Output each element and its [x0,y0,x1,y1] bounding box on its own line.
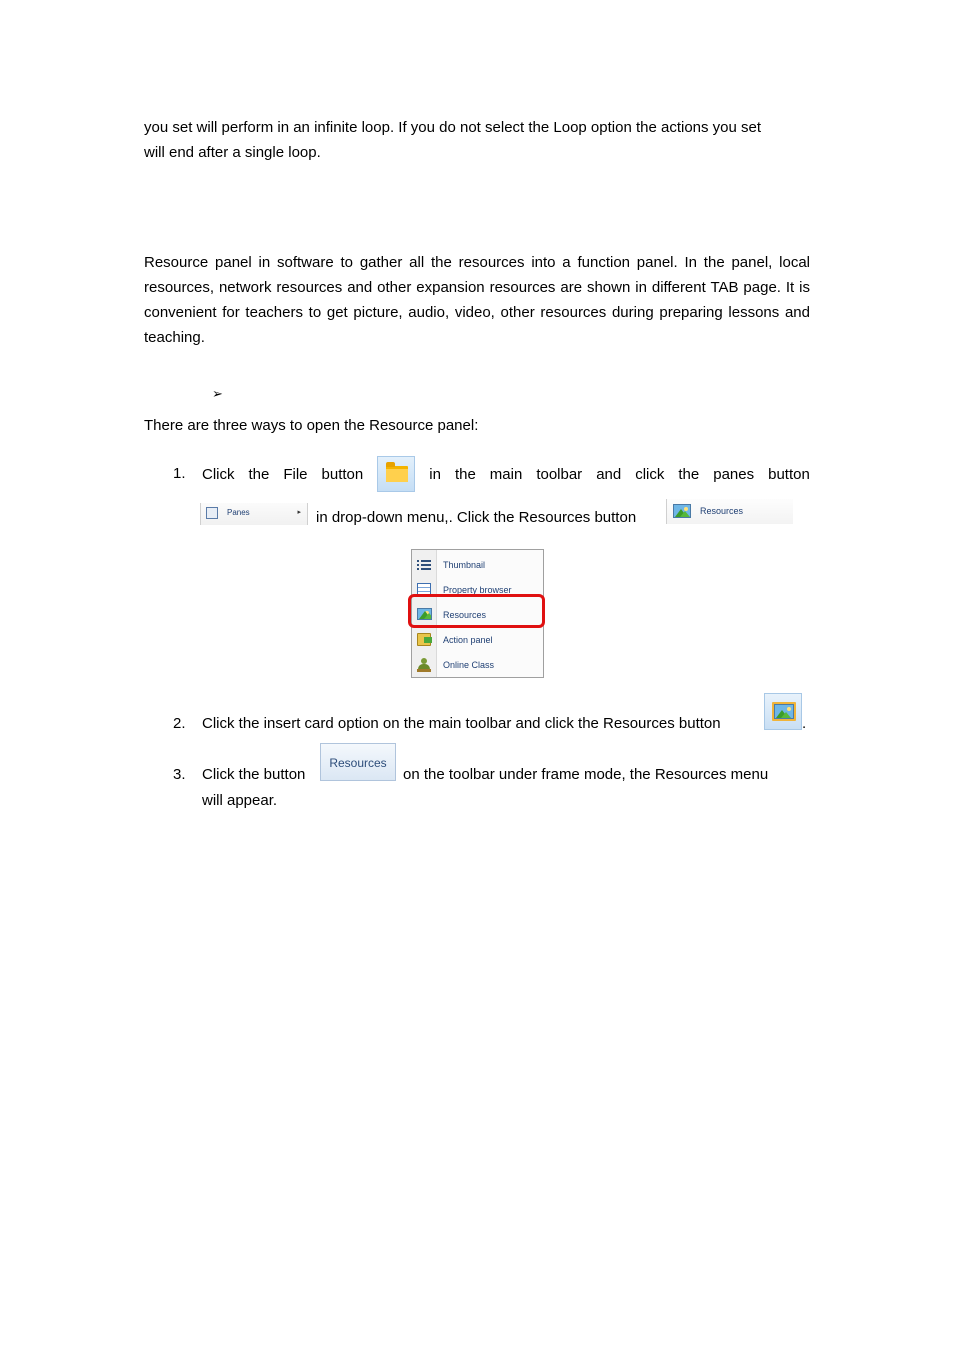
step-1-line-1 [202,461,810,487]
step-1-word: toolbar [536,465,583,483]
panes-icon [206,507,218,519]
submenu-arrow-icon: ▸ [297,509,301,516]
picture-icon [774,704,794,719]
step-1-word: File [283,465,308,483]
step-2-number: 2. [173,715,186,732]
folder-icon [386,466,408,482]
panes-label: Panes [227,508,250,517]
step-3-number: 3. [173,766,186,783]
step-2-text: Click the insert card option on the main toolbar and click the Resources button [202,715,721,732]
menu-item-online-class [412,652,543,677]
insert-resources-button-image [764,693,802,730]
step-1-word: the [678,465,700,483]
step-1-word: the [248,465,270,483]
teacher-icon [417,658,431,671]
step-1-word: Click [202,465,235,483]
step-1-word: button [321,465,364,483]
step-1-number: 1. [173,465,186,482]
menu-item-thumbnail [412,552,543,577]
resource-description: Resource panel in software to gather all the resources into a function panel. In the panel, local resources, network resources and other expansion resources are shown in different TAB page. It is convenient for teachers to get picture, audio, video, other resources during preparing lessons and teaching. [144,254,810,346]
step-1-line-2: in drop-down menu,. Click the Resources button [316,509,637,526]
step-1-word: main [489,465,523,483]
menu-item-label: Property browser [443,585,512,595]
resources-toolbar-button-image: Resources [320,743,396,781]
menu-item-action-panel [412,627,543,652]
step-3-text-after: on the toolbar under frame mode, the Resources menu [403,766,769,783]
step-1-word: and [596,465,622,483]
menu-item-label: Resources [443,610,487,620]
step-1-word: button [768,465,810,483]
action-panel-icon [417,633,431,646]
bullet-arrow: ➢ [212,386,223,401]
resources-menu-item-image [666,499,793,524]
resources-highlight-box [408,594,545,628]
step-1-word: in [429,465,441,483]
step-1-word: the [454,465,476,483]
step-2-period: . [802,715,807,732]
list-icon [417,558,431,571]
intro-line-1: you set will perform in an infinite loop. If you do not select the Loop option the actions you set [144,119,762,136]
step-1-word: panes [713,465,755,483]
menu-item-label: Action panel [443,635,493,645]
file-button-image [377,456,415,492]
intro-line-2: will end after a single loop. [144,144,321,161]
menu-item-label: Online Class [443,660,495,670]
step-1-word: click [635,465,665,483]
panes-menu-item-image [200,503,308,525]
step-3-text-before: Click the button [202,766,306,783]
menu-item-label: Thumbnail [443,560,486,570]
resources-label: Resources [700,506,744,516]
step-3-line-2: will appear. [202,792,278,809]
ways-intro: There are three ways to open the Resource panel: [144,417,479,434]
resources-frame-icon [772,702,796,721]
picture-icon [673,504,691,518]
